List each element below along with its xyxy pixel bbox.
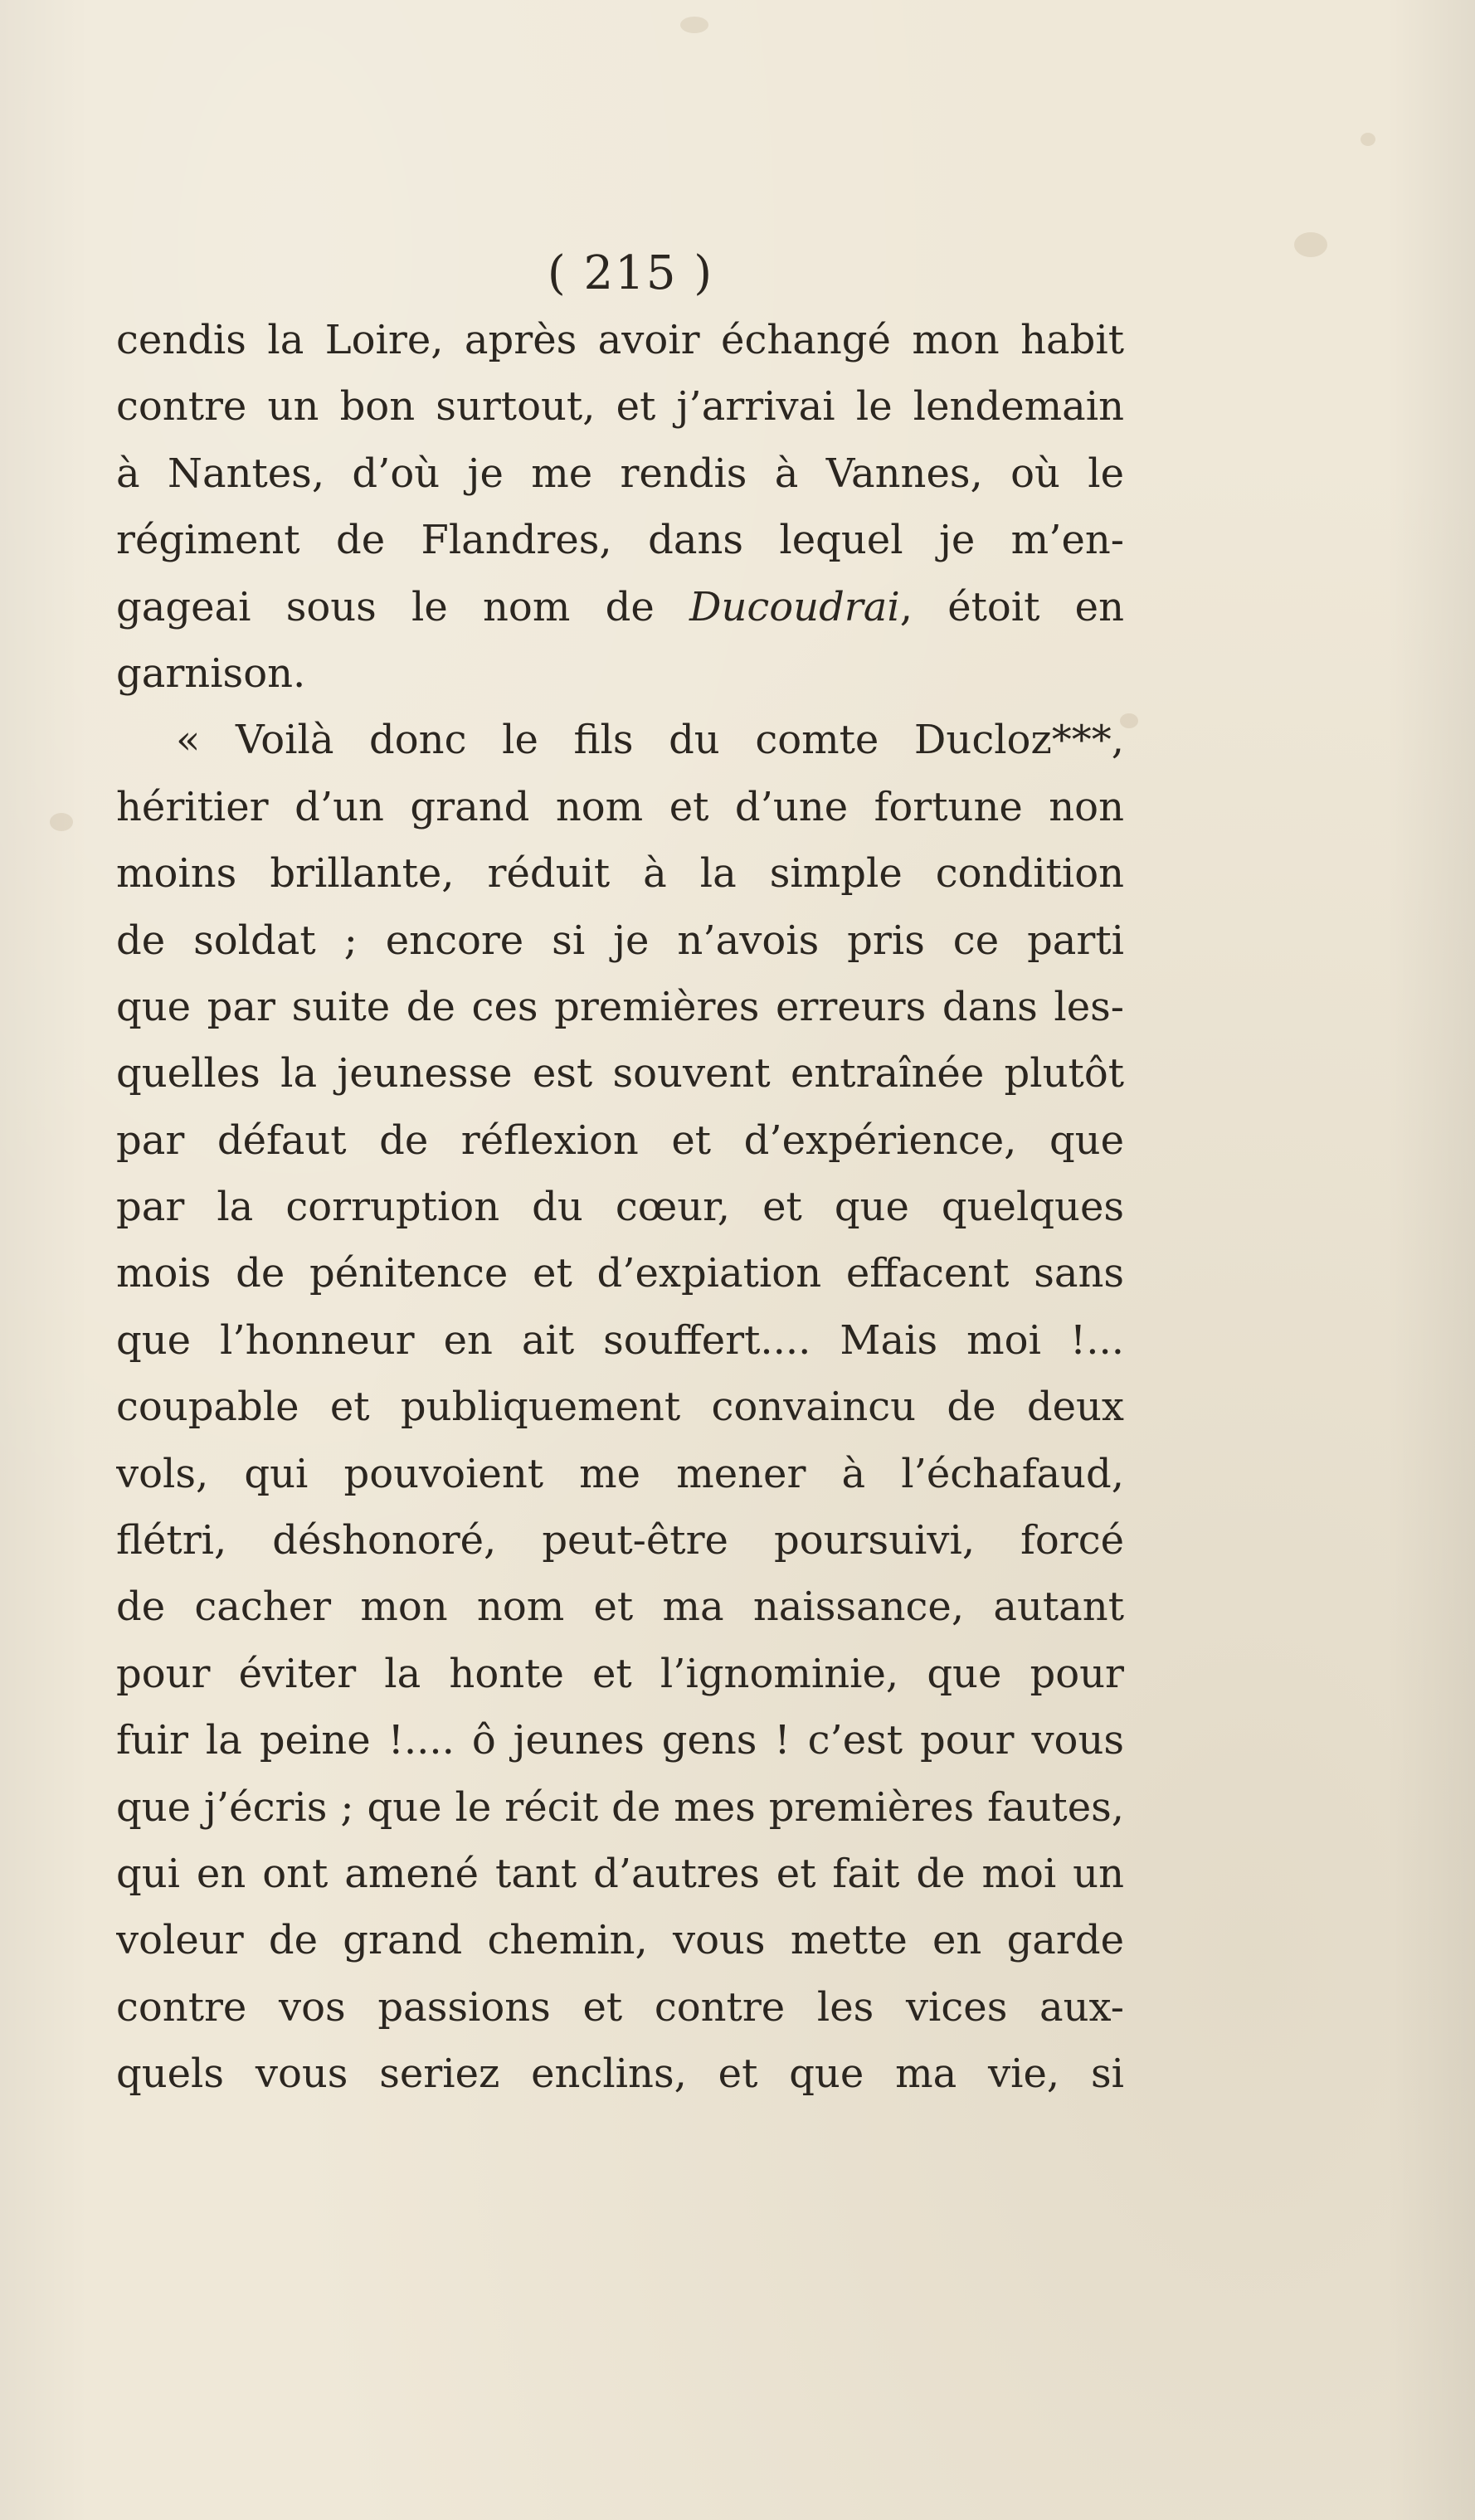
text-line: mois de pénitence et d’expiation effacent sans	[116, 1250, 1124, 1297]
foxing-spot	[680, 17, 708, 33]
foxing-spot	[1361, 133, 1375, 146]
text-line: fuir la peine !.... ô jeunes gens ! c’est pour vous	[116, 1717, 1124, 1764]
text-line: coupable et publiquement convaincu de deux	[116, 1384, 1124, 1431]
italic-name: Ducoudrai	[689, 583, 900, 630]
text-line: vols, qui pouvoient me mener à l’échafaud,	[116, 1450, 1124, 1497]
text-line: « Voilà donc le fils du comte Ducloz***,	[176, 717, 1124, 764]
text-line: que par suite de ces premières erreurs dans les-	[116, 983, 1124, 1030]
text-line: de cacher mon nom et ma naissance, autant	[116, 1584, 1124, 1631]
foxing-spot	[1294, 232, 1327, 257]
text-line: qui en ont amené tant d’autres et fait de moi un	[116, 1850, 1124, 1897]
text-line: que l’honneur en ait souffert.... Mais moi !...	[116, 1316, 1124, 1364]
text-line: moins brillante, réduit à la simple condition	[116, 850, 1124, 898]
text-line: régiment de Flandres, dans lequel je m’en-	[116, 517, 1124, 564]
text-line: à Nantes, d’où je me rendis à Vannes, où le	[116, 450, 1124, 497]
text-line: pour éviter la honte et l’ignominie, que pour	[116, 1650, 1124, 1697]
text-line: garnison.	[116, 649, 306, 697]
text-line: contre un bon surtout, et j’arrivai le lendemain	[116, 383, 1124, 431]
text-line: voleur de grand chemin, vous mette en garde	[116, 1917, 1124, 1964]
text-fragment: gageai sous le nom de	[116, 583, 689, 630]
foxing-spot	[50, 813, 73, 831]
text-line: que j’écris ; que le récit de mes premières fautes,	[116, 1783, 1124, 1831]
text-line: héritier d’un grand nom et d’une fortune non	[116, 783, 1124, 830]
text-line	[116, 574, 1124, 640]
text-line: par défaut de réflexion et d’expérience, que	[116, 1116, 1124, 1164]
text-line: contre vos passions et contre les vices aux-	[116, 1983, 1124, 2031]
text-line: cendis la Loire, après avoir échangé mon habit	[116, 317, 1124, 363]
body-text	[116, 307, 1124, 2108]
text-line: de soldat ; encore si je n’avois pris ce parti	[116, 917, 1124, 964]
page-number: ( 215 )	[547, 246, 714, 300]
text-line: quelles la jeunesse est souvent entraînée plutôt	[116, 1050, 1124, 1097]
text-line: flétri, déshonoré, peut-être poursuivi, forcé	[116, 1517, 1124, 1564]
text-line: par la corruption du cœur, et que quelques	[116, 1184, 1124, 1231]
text-fragment: , étoit en	[899, 583, 1124, 630]
text-line: quels vous seriez enclins, et que ma vie, si	[116, 2051, 1124, 2098]
